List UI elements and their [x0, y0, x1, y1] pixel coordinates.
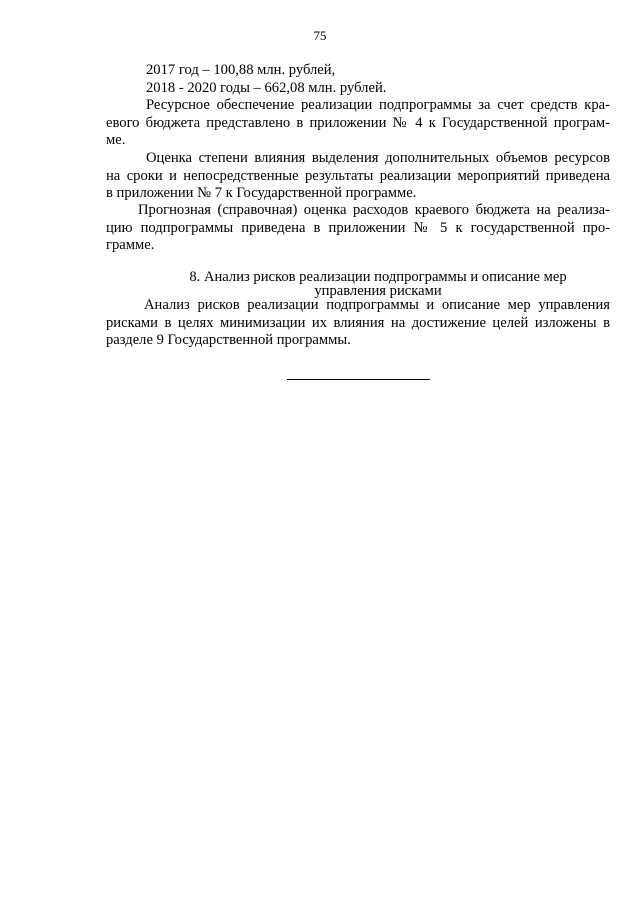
paragraph-line: евого бюджета представлено в приложении № 4 к Государственной програм-	[106, 114, 610, 131]
paragraph-line: Прогнозная (справочная) оценка расходов краевого бюджета на реализа-	[138, 202, 610, 218]
page-number: 75	[313, 28, 327, 43]
paragraph-risks	[106, 297, 610, 350]
paragraph-line: цию подпрограммы приведена в приложении № 5 к государственной про-	[106, 219, 610, 236]
paragraph-forecast	[106, 202, 610, 255]
paragraph-resources	[106, 97, 610, 150]
paragraph-line: Оценка степени влияния выделения дополнительных объемов ресурсов	[146, 150, 610, 166]
budget-line-2017: 2017 год – 100,88 млн. рублей,	[146, 62, 336, 78]
paragraph-line: ме.	[106, 132, 126, 148]
end-divider	[287, 379, 430, 380]
paragraph-line: в приложении № 7 к Государственной программе.	[106, 185, 417, 201]
paragraph-line: грамме.	[106, 237, 155, 253]
paragraph-line: Анализ рисков реализации подпрограммы и описание мер управления	[144, 297, 610, 313]
section-heading	[128, 270, 628, 298]
paragraph-line: на сроки и непосредственные результаты реализации мероприятий приведена	[106, 167, 610, 184]
budget-line-2018-2020: 2018 - 2020 годы – 662,08 млн. рублей.	[146, 79, 387, 96]
section-heading-line: управления рисками	[314, 283, 442, 299]
section-heading-line: 8. Анализ рисков реализации подпрограммы и описание мер	[189, 269, 567, 285]
paragraph-impact	[106, 150, 610, 203]
paragraph-line: Ресурсное обеспечение реализации подпрограммы за счет средств кра-	[146, 97, 610, 113]
paragraph-line: разделе 9 Государственной программы.	[106, 332, 351, 348]
paragraph-line: рисками в целях минимизации их влияния на достижение целей изложены в	[106, 314, 610, 331]
budget-block	[106, 62, 610, 97]
